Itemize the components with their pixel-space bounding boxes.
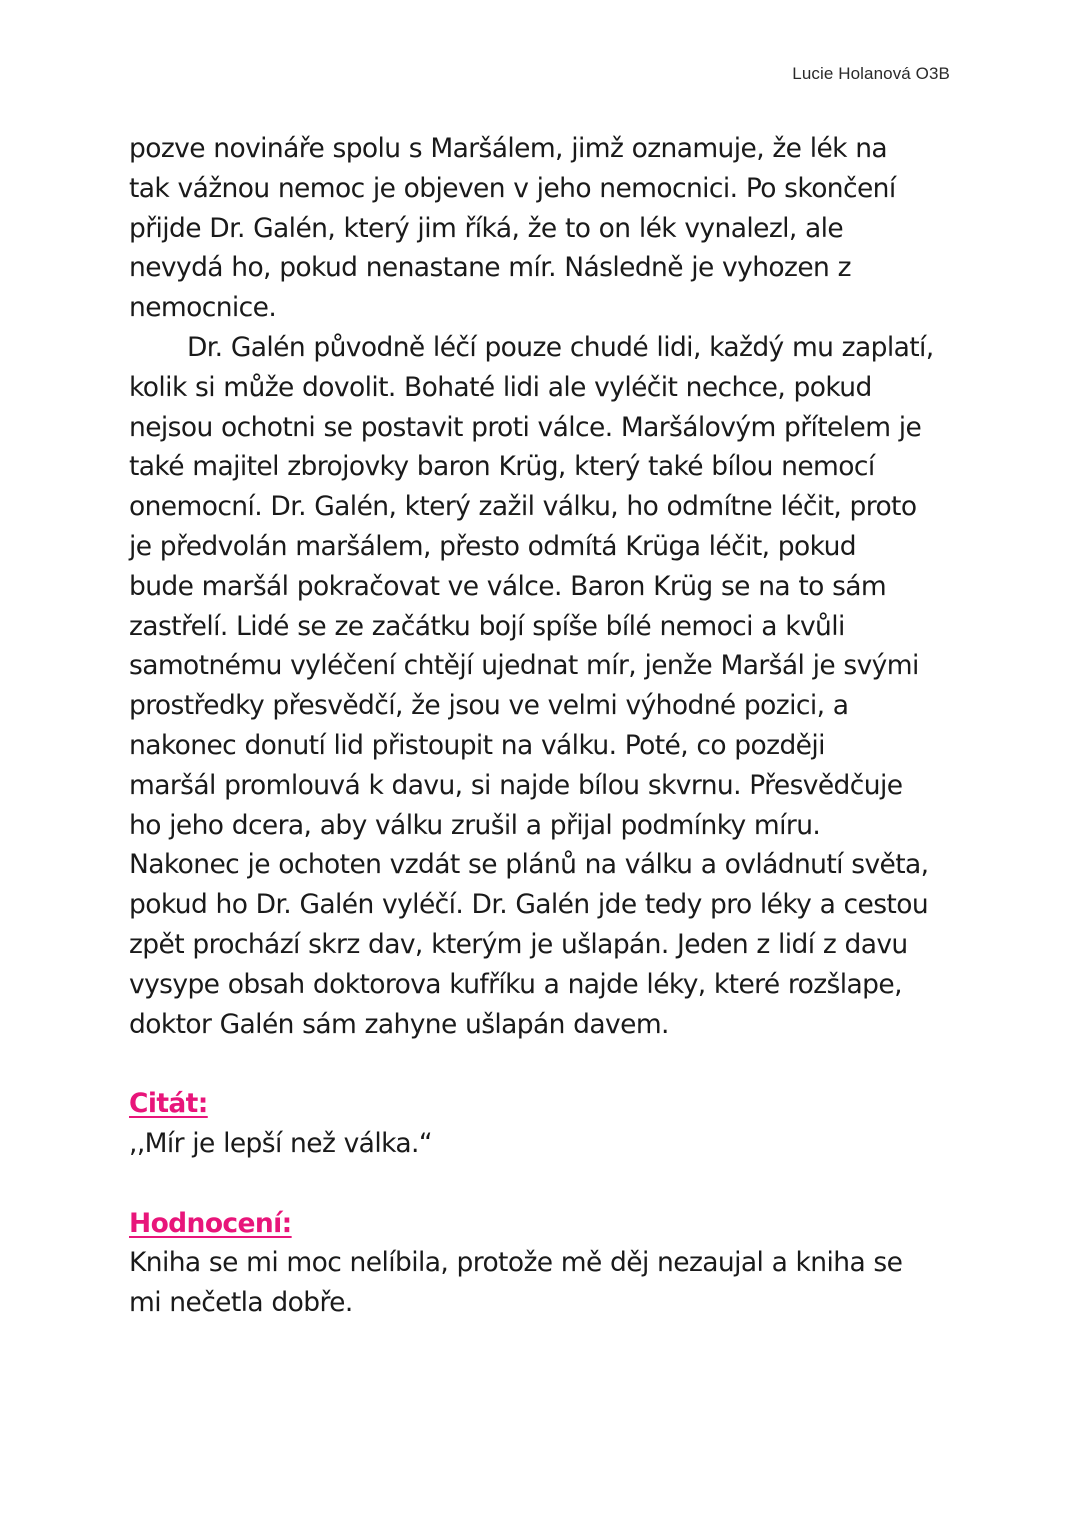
body-line: Nakonec je ochoten vzdát se plánů na válku a ovládnutí světa, [129,849,929,881]
body-line: doktor Galén sám zahyne ušlapán davem. [129,1008,669,1040]
rating-heading: Hodnocení: [129,1207,292,1239]
rating-section [129,1204,959,1323]
rating-line: mi nečetla dobře. [129,1287,353,1319]
body-line: zastřelí. Lidé se ze začátku bojí spíše bílé nemoci a kvůli [129,610,845,642]
body-line: vysype obsah doktorova kufříku a najde léky, které rozšlape, [129,968,902,1000]
body-line: přijde Dr. Galén, který jim říká, že to on lék vynalezl, ale [129,212,844,244]
quote-text: ,,Mír je lepší než válka.“ [129,1127,432,1159]
body-line: prostředky přesvědčí, že jsou ve velmi výhodné pozici, a [129,690,849,722]
body-line: zpět prochází skrz dav, kterým je ušlapán. Jeden z lidí z davu [129,928,908,960]
section-spacer [129,1044,959,1084]
section-spacer [129,1164,959,1204]
body-line: nejsou ochotni se postavit proti válce. Maršálovým přítelem je [129,411,922,443]
body-line: také majitel zbrojovky baron Krüg, který také bílou nemocí [129,451,875,483]
body-line: bude maršál pokračovat ve válce. Baron Krüg se na to sám [129,570,887,602]
document-content [129,129,959,1323]
body-line: tak vážnou nemoc je objeven v jeho nemocnici. Po skončení [129,172,896,204]
rating-line: Kniha se mi moc nelíbila, protože mě děj nezaujal a kniha se [129,1247,903,1279]
body-line: nevydá ho, pokud nenastane mír. Následně je vyhozen z [129,252,851,284]
body-line: kolik si může dovolit. Bohaté lidi ale vyléčit nechce, pokud [129,371,872,403]
body-line: maršál promlouvá k davu, si najde bílou skvrnu. Přesvědčuje [129,769,903,801]
body-line: pozve novináře spolu s Maršálem, jimž oznamuje, že lék na [129,133,888,164]
quote-section [129,1084,959,1164]
body-line: ho jeho dcera, aby válku zrušil a přijal podmínky míru. [129,809,821,841]
body-line-paragraph-start: Dr. Galén původně léčí pouze chudé lidi, každý mu zaplatí, [187,331,934,363]
quote-heading: Citát: [129,1088,208,1120]
body-line: je předvolán maršálem, přesto odmítá Krüga léčit, pokud [129,530,856,562]
body-line: nakonec donutí lid přistoupit na válku. Poté, co později [129,729,825,761]
body-line: samotnému vyléčení chtějí ujednat mír, jenže Maršál je svými [129,650,919,682]
body-line: onemocní. Dr. Galén, který zažil válku, ho odmítne léčit, proto [129,491,917,523]
body-line: pokud ho Dr. Galén vyléčí. Dr. Galén jde tedy pro léky a cestou [129,889,929,921]
body-paragraphs [129,129,959,1044]
body-line: nemocnice. [129,292,277,324]
author-header: Lucie Holanová O3B [792,64,950,83]
